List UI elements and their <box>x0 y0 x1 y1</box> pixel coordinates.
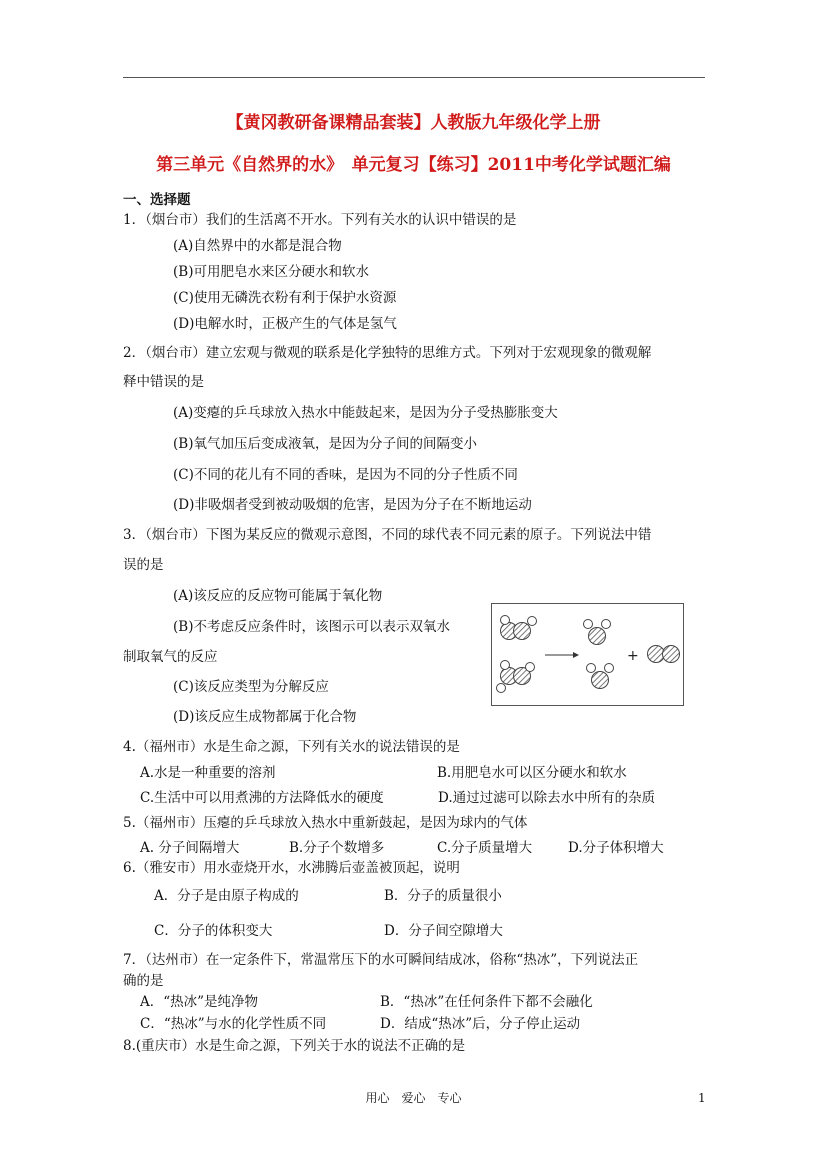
q6-option-d: D．分子间空隙增大 <box>384 923 503 939</box>
q3-stem-line1: 3．（烟台市）下图为某反应的微观示意图，不同的球代表不同元素的原子。下列说法中错 <box>123 527 652 543</box>
q4-option-b: B.用肥皂水可以区分硬水和软水 <box>437 765 627 781</box>
q3-option-c: (C)该反应类型为分解反应 <box>173 679 329 695</box>
q2-option-b: (B)氧气加压后变成液氧，是因为分子间的间隔变小 <box>173 436 477 452</box>
q7-option-d: D．结成“热冰”后，分子停止运动 <box>380 1016 581 1032</box>
q3-option-d: (D)该反应生成物都属于化合物 <box>173 709 357 725</box>
q2-option-a: (A)变瘪的乒乓球放入热水中能鼓起来，是因为分子受热膨胀变大 <box>173 405 558 421</box>
q4-option-c: C.生活中可以用煮沸的方法降低水的硬度 <box>140 790 384 806</box>
q4-option-d: D.通过过滤可以除去水中所有的杂质 <box>438 790 656 806</box>
q1-option-b: (B)可用肥皂水来区分硬水和软水 <box>173 264 369 280</box>
product-molecule <box>587 664 614 689</box>
plus-sign: + <box>627 648 639 664</box>
section-heading: 一、选择题 <box>123 192 191 208</box>
q7-stem-line2: 确的是 <box>123 973 164 989</box>
q8-stem: 8.(重庆市）水是生命之源，下列关于水的说法不正确的是 <box>123 1038 466 1054</box>
q7-option-a: A．“热冰”是纯净物 <box>140 994 259 1010</box>
q3-option-b-line2: 制取氧气的反应 <box>123 649 218 665</box>
reactant-molecule <box>501 616 537 640</box>
q7-option-b: B．“热冰”在任何条件下都不会融化 <box>380 994 593 1010</box>
q5-option-a: A. 分子间隔增大 <box>140 840 240 856</box>
q2-option-c: (C)不同的花儿有不同的香味，是因为不同的分子性质不同 <box>173 467 518 483</box>
q1-option-c: (C)使用无磷洗衣粉有利于保护水资源 <box>173 290 397 306</box>
page-subtitle: 第三单元《自然界的水》 单元复习【练习】2011中考化学试题汇编 <box>156 155 671 175</box>
q2-option-d: (D)非吸烟者受到被动吸烟的危害，是因为分子在不断地运动 <box>173 497 532 513</box>
q1-stem: 1．（烟台市）我们的生活离不开水。下列有关水的认识中错误的是 <box>123 212 517 228</box>
page-footer: 用心 爱心 专心 <box>365 1091 462 1105</box>
q5-option-d: D.分子体积增大 <box>568 840 664 856</box>
product-molecule <box>648 646 680 663</box>
q6-option-c: C．分子的体积变大 <box>154 923 273 939</box>
q7-stem-line1: 7．（达州市）在一定条件下，常温常压下的水可瞬间结成冰，俗称“热冰”，下列说法正 <box>123 952 639 968</box>
q1-option-a: (A)自然界中的水都是混合物 <box>173 238 342 254</box>
page-title: 【黄冈教研备课精品套装】人教版九年级化学上册 <box>226 113 601 133</box>
q4-stem: 4.（福州市）水是生命之源，下列有关水的说法错误的是 <box>123 739 460 755</box>
q5-option-c: C.分子质量增大 <box>437 840 533 856</box>
q3-option-b-line1: (B)不考虑反应条件时，该图示可以表示双氧水 <box>173 619 450 635</box>
q7-option-c: C．“热冰”与水的化学性质不同 <box>140 1016 327 1032</box>
q3-option-a: (A)该反应的反应物可能属于氧化物 <box>173 588 383 604</box>
product-molecule <box>584 620 611 645</box>
q2-stem-line2: 释中错误的是 <box>123 374 204 390</box>
q1-option-d: (D)电解水时，正极产生的气体是氢气 <box>173 316 397 332</box>
q6-option-a: A．分子是由原子构成的 <box>154 888 299 904</box>
q6-stem: 6.（雅安市）用水壶烧开水，水沸腾后壶盖被顶起，说明 <box>123 860 460 876</box>
q6-option-b: B．分子的质量很小 <box>384 888 502 904</box>
q5-option-b: B.分子个数增多 <box>289 840 385 856</box>
reactant-molecule <box>497 661 535 693</box>
q5-stem: 5.（福州市）压瘪的乒乓球放入热水中重新鼓起，是因为球内的气体 <box>123 815 528 831</box>
page-number: 1 <box>698 1091 706 1105</box>
reaction-diagram <box>491 603 684 706</box>
q3-stem-line2: 误的是 <box>123 557 164 573</box>
reaction-arrow-icon <box>545 652 579 658</box>
q4-option-a: A.水是一种重要的溶剂 <box>140 765 276 781</box>
q2-stem-line1: 2．（烟台市）建立宏观与微观的联系是化学独特的思维方式。下列对于宏观现象的微观解 <box>123 345 652 361</box>
header-rule <box>123 77 705 78</box>
